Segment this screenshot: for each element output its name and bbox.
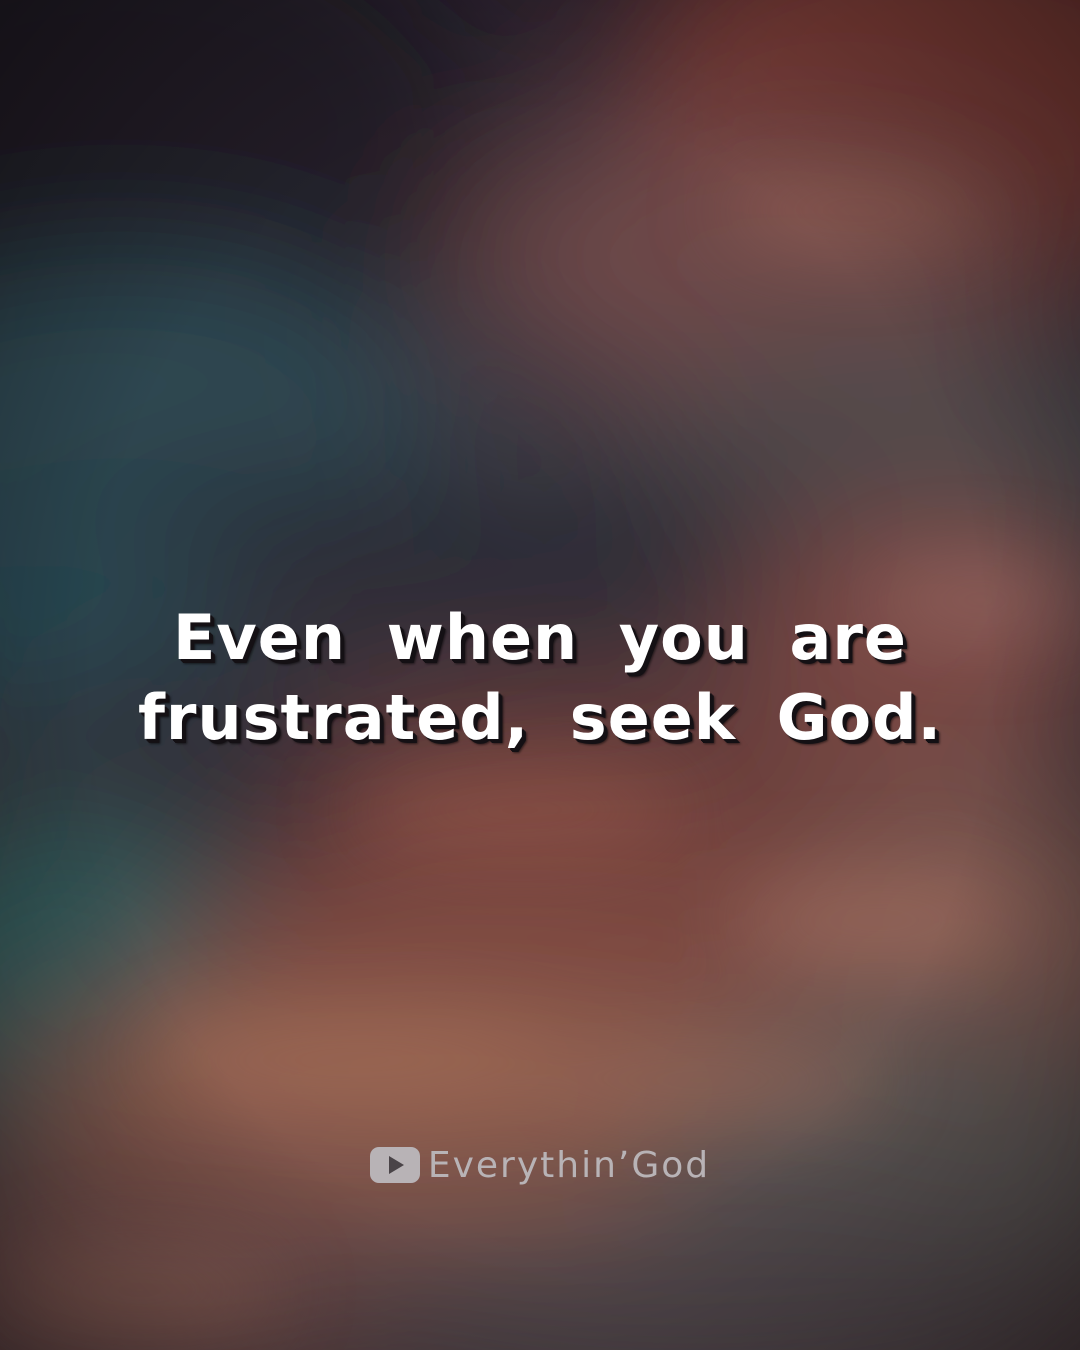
brand-watermark bbox=[0, 1140, 1080, 1190]
quote-text bbox=[60, 598, 1020, 758]
youtube-play-icon bbox=[370, 1147, 420, 1183]
quote-line-1: Even when you are bbox=[173, 601, 907, 674]
quote-line-2: frustrated, seek God. bbox=[137, 681, 943, 754]
brand-name: Everythin’God bbox=[427, 1144, 711, 1186]
